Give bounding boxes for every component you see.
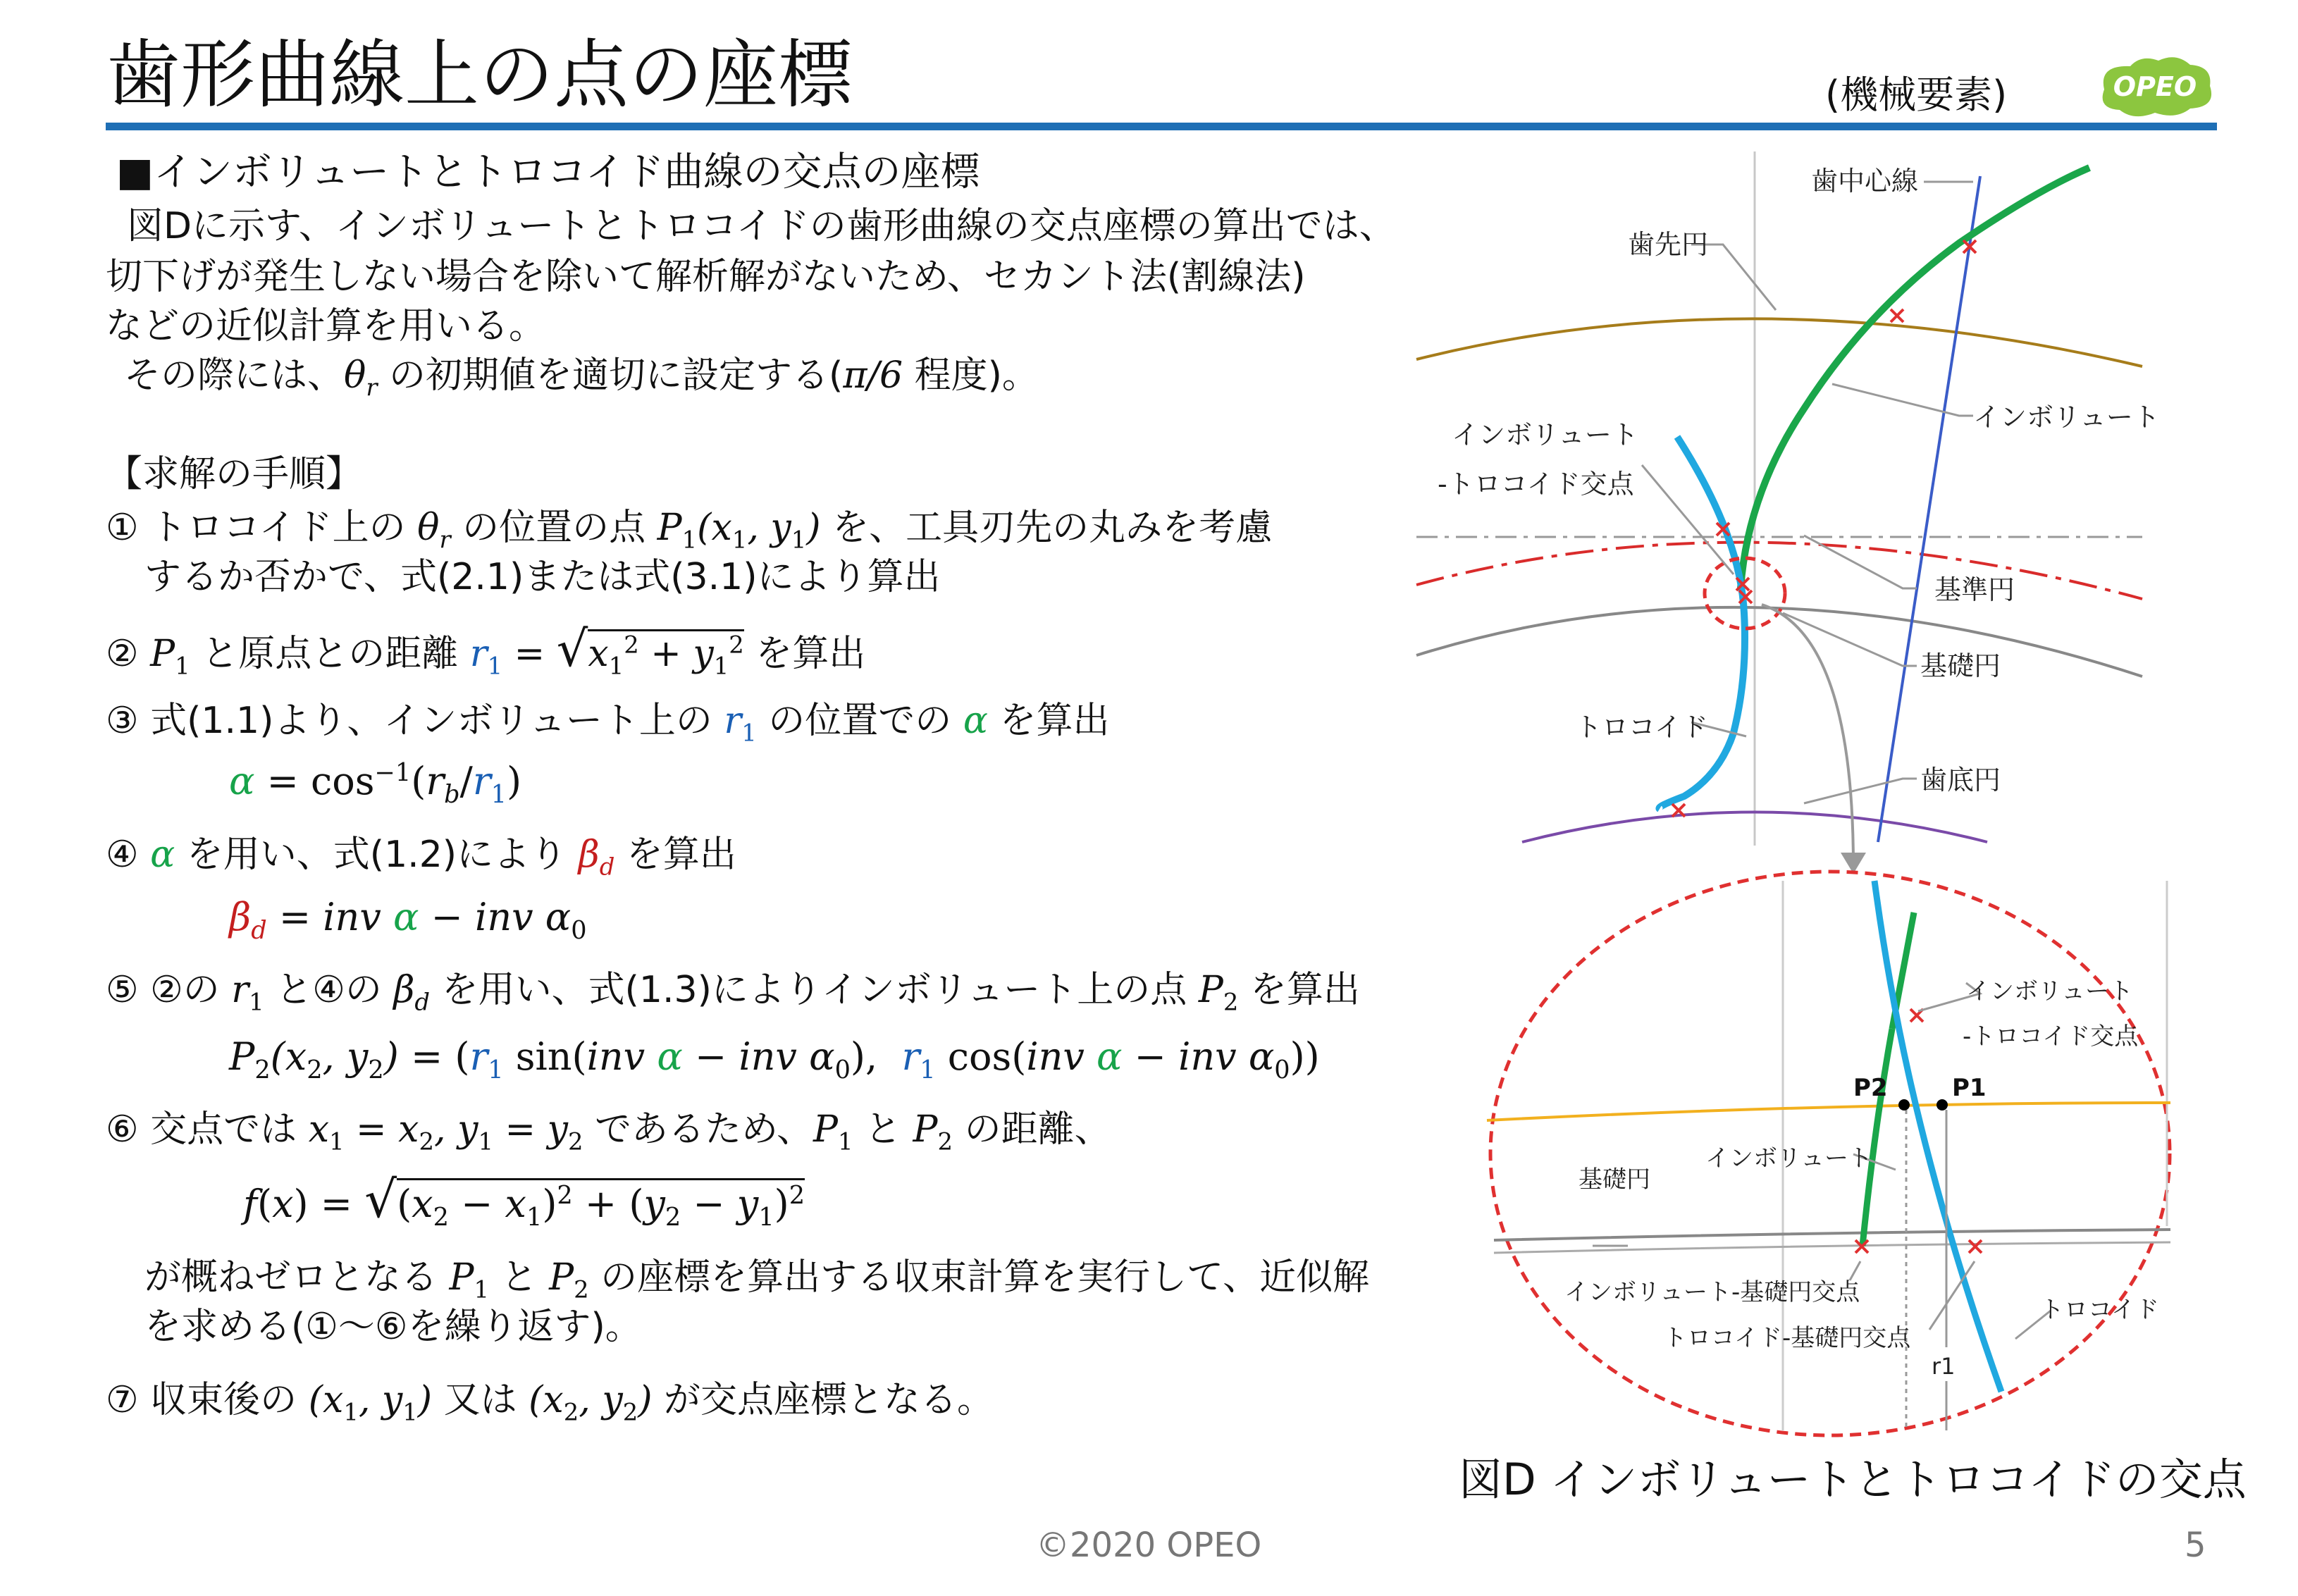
pitch-circle (1416, 543, 2142, 599)
intersection-markers (1672, 240, 1976, 817)
formula-beta: $\beta_d$ = inv α − inv $\alpha_0$ (229, 895, 587, 945)
label-base-circle: 基礎円 (1920, 650, 2001, 681)
zoom-label-involute: インボリュート (1705, 1144, 1872, 1173)
zoom-label-intersection-1: インボリュート (1966, 977, 2133, 1006)
base-circle (1416, 607, 2142, 676)
svg-text:OPEO: OPEO (2113, 71, 2197, 102)
zoom-label-p2: P2 (1853, 1074, 1888, 1102)
zoom-label-p1: P1 (1952, 1074, 1987, 1102)
step-6: ⑥ 交点では $x_1 = x_2$, $y_1 = y_2$ であるため、$P_1$ と $P_2$ の距離、 (106, 1108, 1111, 1156)
figure-caption: 図D インボリュートとトロコイドの交点 (1459, 1454, 2247, 1505)
step-3: ③ 式(1.1)より、インボリュート上の $r_1$ の位置での α を算出 (106, 700, 1110, 747)
formula-p2: $P_2(x_2$, $y_2) = (r_1$ sin(inv α − inv $\alpha_0$), $r_1$ cos(inv α − inv $\alpha_0$)) (229, 1034, 1320, 1084)
label-root-circle: 歯底円 (1920, 765, 2001, 796)
zoom-label-r1: r1 (1932, 1353, 1956, 1380)
step-6-line-4: を求める(①～⑥を繰り返す)。 (144, 1306, 642, 1348)
step-2: ② $P_1$ と原点との距離 $r_1 = √x_1^2 + y_1^2$ を算出 (106, 620, 866, 680)
zoom-label-base-circle: 基礎円 (1579, 1165, 1650, 1194)
procedure-label: 【求解の手順】 (106, 453, 363, 495)
copyright: ©2020 OPEO (1036, 1526, 1262, 1565)
step-6-line-3: が概ねゼロとなる $P_1$ と $P_2$ の座標を算出する収束計算を実行して、近似解 (144, 1256, 1370, 1304)
zoom-involute (1863, 1029, 1892, 1246)
zoom-label-intersection-2: -トロコイド交点 (1963, 1022, 2139, 1051)
formula-fx: $f(x) = √(x_2 - x_1)^2 + (y_2 - y_1)^2$ (243, 1170, 805, 1232)
zoom-label-trochoid: トロコイド (2040, 1296, 2159, 1324)
page-number: 5 (2185, 1526, 2206, 1565)
intro-line-1: 図Dに示す、インボリュートとトロコイドの歯形曲線の交点座標の算出では、 (127, 205, 1396, 247)
page-title: 歯形曲線上の点の座標 (106, 32, 853, 118)
trochoid-curve (1659, 437, 1745, 809)
involute-curve (1741, 168, 2089, 588)
intro-line-2: 切下げが発生しない場合を除いて解析解がないため、セカント法(割線法) (106, 256, 1306, 298)
label-involute: インボリュート (1973, 402, 2160, 433)
intro-line-4: その際には、$\theta_r$ の初期値を適切に設定する(π/6 程度)。 (124, 354, 1039, 402)
label-tip-circle: 歯先円 (1628, 229, 1709, 260)
step-1: ① トロコイド上の $\theta_r$ の位置の点 $P_1(x_1$, $y_1$) を、工具刃先の丸みを考慮 (106, 507, 1273, 554)
section-heading: ■インボリュートとトロコイド曲線の交点の座標 (116, 149, 980, 195)
step-4: ④ α を用い、式(1.2)により $\beta_d$ を算出 (106, 834, 736, 881)
zoom-base-circle (1494, 1230, 2170, 1240)
zoom-arrow (1762, 605, 1853, 867)
tip-circle (1416, 318, 2142, 366)
label-intersection-2: -トロコイド交点 (1438, 469, 1634, 500)
category-label: (機械要素) (1825, 73, 2008, 117)
label-intersection-1: インボリュート (1452, 419, 1638, 450)
label-trochoid: トロコイド (1575, 712, 1708, 743)
step-1-line-2: するか否かで、式(2.1)または式(3.1)により算出 (144, 556, 941, 598)
formula-alpha: $\alpha = \cos^{-1}(r_b/r_1)$ (229, 758, 522, 809)
zoom-pitch-arc (1487, 1103, 2170, 1120)
step-7: ⑦ 収束後の ($x_1$, $y_1$) 又は ($x_2$, $y_2$) が交点座標となる。 (106, 1379, 994, 1426)
step-5: ⑤ ②の $r_1$ と④の $\beta_d$ を用い、式(1.3)によりインボリュート上の点 $P_2$ を算出 (106, 969, 1360, 1016)
intro-line-3: などの近似計算を用いる。 (106, 305, 546, 347)
label-pitch-circle: 基準円 (1934, 574, 2015, 605)
tooth-center-line (1878, 176, 1980, 842)
label-tooth-center-line: 歯中心線 (1811, 166, 1919, 197)
point-p2 (1898, 1099, 1910, 1111)
zoom-label-inv-base-intersection: インボリュート-基礎円交点 (1564, 1278, 1860, 1306)
zoom-detail (1487, 872, 2170, 1435)
point-p1 (1936, 1099, 1948, 1111)
zoom-label-tro-base-intersection: トロコイド-基礎円交点 (1663, 1324, 1911, 1352)
